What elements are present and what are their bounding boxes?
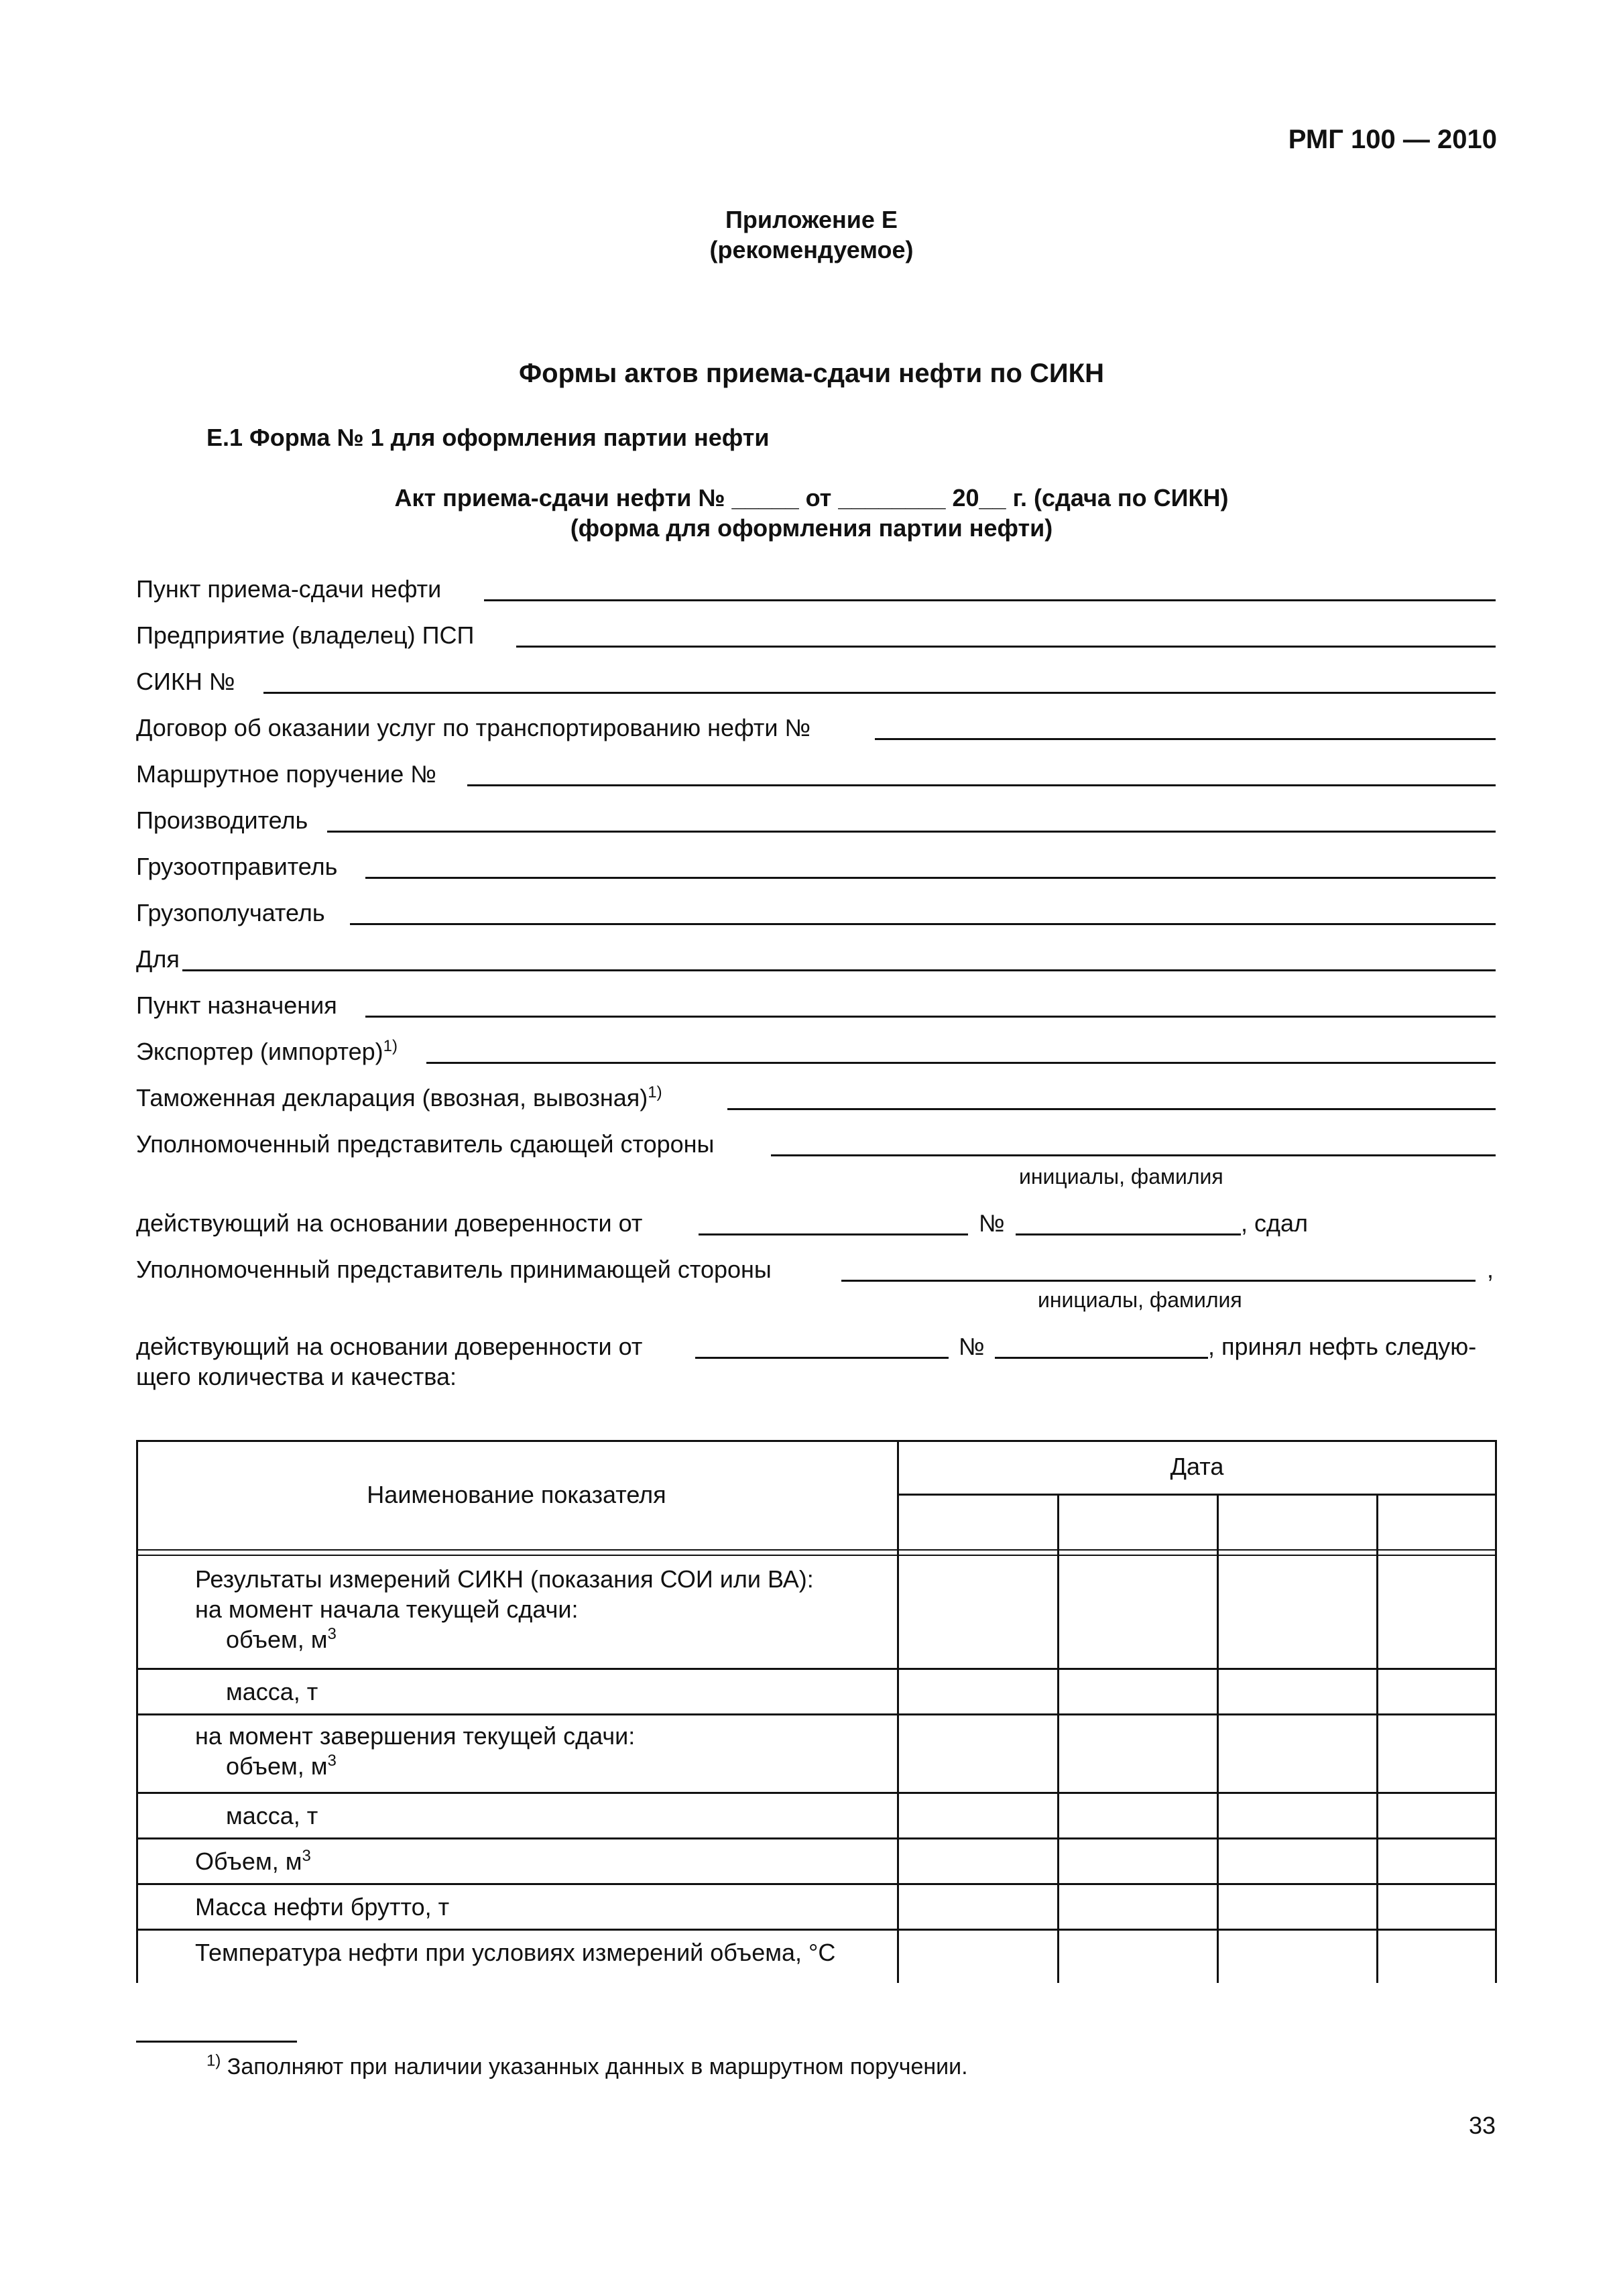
field-exporter: Экспортер (импортер)$^{1)}$ [136, 1037, 398, 1065]
field-shipper-line[interactable] [365, 877, 1496, 879]
act-subtitle: (форма для оформления партии нефти) [570, 514, 1053, 542]
field-sikn: СИКН № [136, 668, 235, 695]
row-start-mass: масса, т [226, 1678, 318, 1705]
field-destination-line[interactable] [365, 1016, 1496, 1018]
page-number: 33 [1468, 2112, 1496, 2139]
received-prefix: действующий на основании доверенности от [136, 1333, 643, 1360]
row-gross-mass: Масса нефти брутто, т [195, 1893, 450, 1921]
field-customs-declaration-line[interactable] [727, 1108, 1496, 1110]
row-start-delivery: на момент начала текущей сдачи: [195, 1595, 579, 1623]
document-number: РМГ 100 — 2010 [1288, 125, 1497, 154]
row-end-volume: объем, $м^3$ [226, 1752, 337, 1780]
received-number-line[interactable] [995, 1357, 1208, 1359]
field-delivering-rep-line[interactable] [771, 1154, 1496, 1156]
field-sikn-line[interactable] [263, 692, 1496, 694]
field-receiving-rep-line[interactable] [841, 1280, 1476, 1282]
field-enterprise-line[interactable] [516, 646, 1496, 648]
row-end-delivery: на момент завершения текущей сдачи: [195, 1722, 636, 1750]
header-date: Дата [1170, 1453, 1224, 1480]
caption-initials: инициалы, фамилия [1038, 1288, 1242, 1312]
field-contract: Договор об оказании услуг по транспортированию нефти № [136, 714, 811, 741]
caption-initials: инициалы, фамилия [1019, 1164, 1223, 1189]
field-for: Для [136, 945, 180, 973]
field-contract-line[interactable] [875, 738, 1496, 740]
section-title: Формы актов приема-сдачи нефти по СИКН [519, 359, 1104, 388]
footnote-rule [136, 2041, 297, 2043]
footnote: $^{1)}$ Заполняют при наличии указанных данных в маршрутном поручении. [206, 2051, 968, 2079]
received-date-line[interactable] [695, 1357, 949, 1359]
field-consignee: Грузополучатель [136, 899, 325, 926]
field-shipper: Грузоотправитель [136, 853, 338, 880]
delivered-date-line[interactable] [699, 1233, 968, 1235]
field-producer: Производитель [136, 806, 308, 834]
field-receiving-rep: Уполномоченный представитель принимающей стороны [136, 1256, 772, 1283]
act-title: Акт приема-сдачи нефти № _____ от ________ 20__ г. (сдача по СИКН) [394, 484, 1229, 511]
row-end-mass: масса, т [226, 1802, 318, 1829]
delivered-number-line[interactable] [1016, 1233, 1241, 1235]
received-line2: щего количества и качества: [136, 1363, 457, 1390]
receiving-rep-trail: , [1487, 1256, 1494, 1283]
appendix-subtitle: (рекомендуемое) [709, 236, 914, 263]
footnote-mark: 1) [648, 1083, 662, 1101]
field-acceptance-point-line[interactable] [484, 599, 1496, 601]
row-temperature: Температура нефти при условиях измерений объема, °С [195, 1939, 836, 1966]
footnote-mark: 1) [383, 1037, 398, 1055]
field-for-line[interactable] [182, 969, 1496, 971]
field-consignee-line[interactable] [350, 923, 1496, 925]
row-sikn-results: Результаты измерений СИКН (показания СОИ или ВА): [195, 1565, 814, 1593]
appendix-title: Приложение Е [725, 206, 898, 233]
field-route-order: Маршрутное поручение № [136, 760, 436, 788]
subsection-title: Е.1 Форма № 1 для оформления партии нефти [206, 424, 770, 451]
field-enterprise: Предприятие (владелец) ПСП [136, 621, 475, 649]
field-acceptance-point: Пункт приема-сдачи нефти [136, 575, 442, 603]
received-suffix: , принял нефть следую- [1208, 1333, 1477, 1360]
received-no: № [959, 1333, 985, 1360]
field-delivering-rep: Уполномоченный представитель сдающей стороны [136, 1130, 715, 1158]
field-route-order-line[interactable] [467, 784, 1496, 786]
field-customs-declaration: Таможенная декларация (ввозная, вывозная)$^{1)}$ [136, 1083, 662, 1111]
row-start-volume: объем, $м^3$ [226, 1625, 337, 1653]
measurements-table [136, 1440, 1497, 1983]
delivered-suffix: , сдал [1241, 1209, 1309, 1237]
delivered-no: № [979, 1209, 1005, 1237]
header-param: Наименование показателя [367, 1481, 666, 1508]
field-exporter-line[interactable] [426, 1062, 1496, 1064]
row-volume: Объем, $м^3$ [195, 1847, 311, 1875]
field-producer-line[interactable] [327, 831, 1496, 833]
delivered-prefix: действующий на основании доверенности от [136, 1209, 643, 1237]
field-destination: Пункт назначения [136, 991, 337, 1019]
